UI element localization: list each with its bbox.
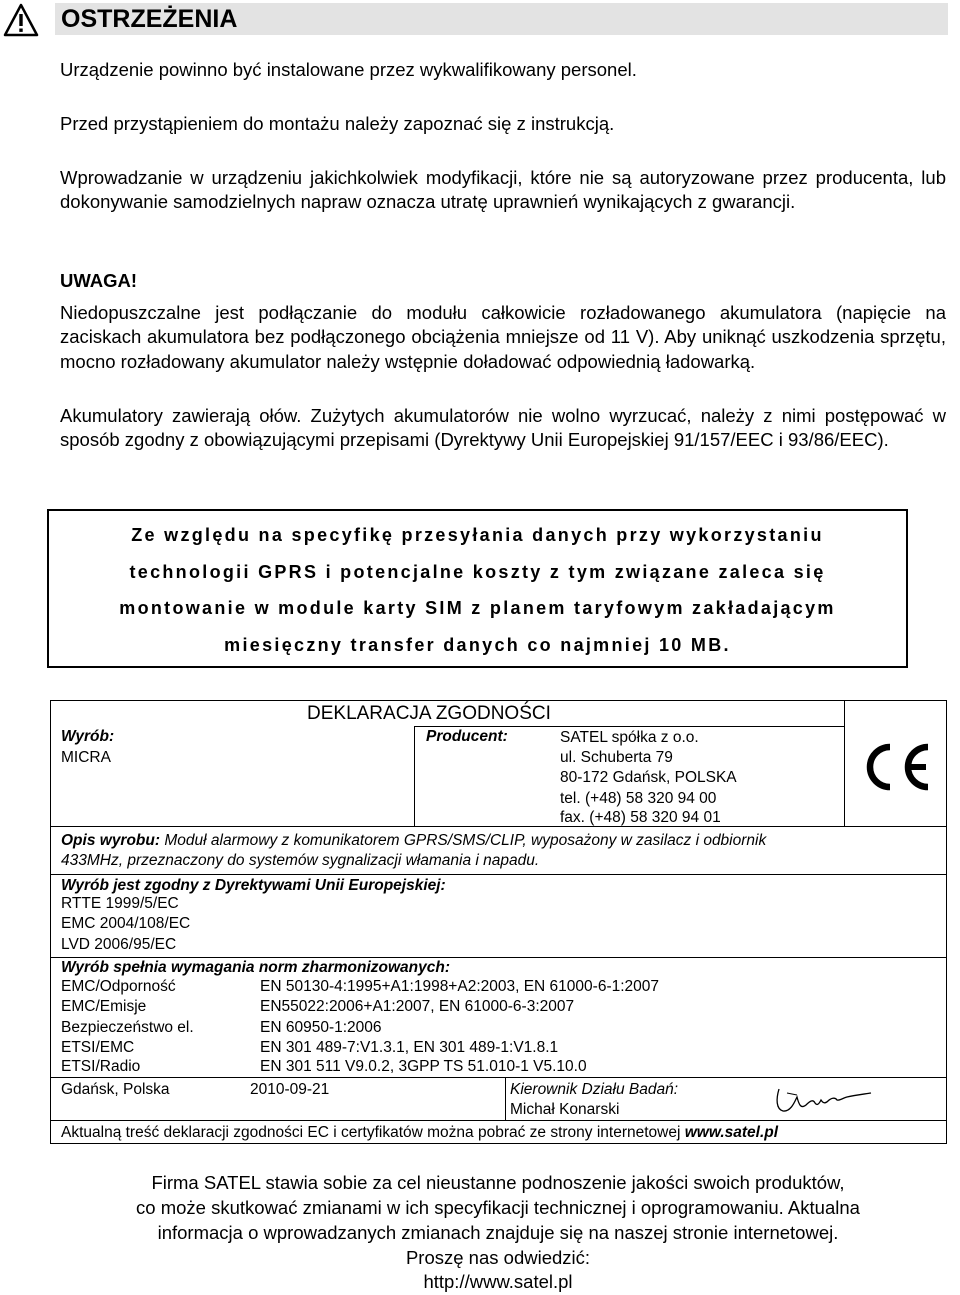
standard-value: EN 50130-4:1995+A1:1998+A2:2003, EN 61000-6-1:2007 bbox=[260, 978, 660, 995]
producer-line: SATEL spółka z o.o. bbox=[560, 729, 699, 746]
producer-label: Producent: bbox=[426, 728, 508, 745]
signer-title: Kierownik Działu Badań: bbox=[510, 1081, 679, 1098]
warning-paragraph-3: Wprowadzanie w urządzeniu jakichkolwiek modyfikacji, które nie są autoryzowane przez producenta, lub dokonywanie samodzielnych napraw oznacza utratę uprawnień wynikających z gwarancji. bbox=[60, 167, 946, 213]
product-label: Wyrób: bbox=[61, 728, 115, 745]
description-text-2: 433MHz, przeznaczony do systemów sygnalizacji włamania i napadu. bbox=[61, 852, 540, 869]
warning-paragraph-5: Akumulatory zawierają ołów. Zużytych akumulatorów nie wolno wyrzucać, należy z nimi postępować w sposób zgodny z obowiązującymi przepisami (Dyrektywy Unii Europejskiej 91/157/EEC i 93/86/EEC). bbox=[60, 405, 946, 451]
warning-triangle-icon bbox=[3, 3, 39, 37]
standard-value: EN 60950-1:2006 bbox=[260, 1019, 382, 1036]
page-title: OSTRZEŻENIA bbox=[61, 5, 238, 33]
signature-icon bbox=[773, 1085, 873, 1117]
signer-name: Michał Konarski bbox=[510, 1101, 620, 1118]
standard-name: Bezpieczeństwo el. bbox=[61, 1019, 194, 1036]
description-text: Moduł alarmowy z komunikatorem GPRS/SMS/CLIP, wyposażony w zasilacz i odbiornik bbox=[164, 832, 767, 849]
standard-value: EN55022:2006+A1:2007, EN 61000-6-3:2007 bbox=[260, 998, 575, 1015]
gprs-notice-box bbox=[47, 509, 908, 668]
footer-website-link[interactable]: http://www.satel.pl bbox=[423, 1271, 573, 1292]
description-label: Opis wyrobu: bbox=[61, 832, 161, 849]
uwaga-heading: UWAGA! bbox=[60, 270, 138, 291]
declaration-title: DEKLARACJA ZGODNOŚCI bbox=[307, 703, 551, 724]
ce-mark-icon bbox=[858, 741, 934, 793]
declaration-of-conformity bbox=[50, 700, 947, 1144]
place: Gdańsk, Polska bbox=[61, 1081, 170, 1098]
footer-line-1: Firma SATEL stawia sobie za cel nieustanne podnoszenie jakości swoich produktów, bbox=[151, 1172, 845, 1193]
footer-line-2: co może skutkować zmianami w ich specyfikacji technicznej i oprogramowaniu. Aktualna bbox=[136, 1197, 860, 1218]
standard-name: ETSI/Radio bbox=[61, 1058, 141, 1075]
directive-item: LVD 2006/95/EC bbox=[61, 936, 177, 953]
footer-line-3: informacja o wprowadzanych zmianach znajduje się na naszej stronie internetowej. bbox=[157, 1222, 839, 1243]
download-text: Aktualną treść deklaracji zgodności EC i certyfikatów można pobrać ze strony internetowej bbox=[61, 1124, 681, 1141]
standard-value: EN 301 489-7:V1.3.1, EN 301 489-1:V1.8.1 bbox=[260, 1039, 559, 1056]
standard-name: ETSI/EMC bbox=[61, 1039, 135, 1056]
standards-heading: Wyrób spełnia wymagania norm zharmonizowanych: bbox=[61, 959, 451, 976]
footer-line-4: Proszę nas odwiedzić: bbox=[405, 1247, 591, 1268]
producer-line: 80-172 Gdańsk, POLSKA bbox=[560, 769, 737, 786]
directive-item: RTTE 1999/5/EC bbox=[61, 895, 179, 912]
notice-line-2: technologii GPRS i potencjalne koszty z tym związane zaleca się bbox=[129, 562, 826, 582]
product-value: MICRA bbox=[61, 749, 111, 766]
date: 2010-09-21 bbox=[250, 1081, 330, 1098]
notice-line-3: montowanie w module karty SIM z planem taryfowym zakładającym bbox=[119, 598, 836, 618]
standard-value: EN 301 511 V9.0.2, 3GPP TS 51.010-1 V5.10.0 bbox=[260, 1058, 587, 1075]
download-link[interactable]: www.satel.pl bbox=[684, 1124, 779, 1141]
directive-item: EMC 2004/108/EC bbox=[61, 915, 191, 932]
directives-heading: Wyrób jest zgodny z Dyrektywami Unii Europejskiej: bbox=[61, 877, 446, 894]
producer-line: tel. (+48) 58 320 94 00 bbox=[560, 790, 717, 807]
notice-line-1: Ze względu na specyfikę przesyłania danych przy wykorzystaniu bbox=[131, 525, 824, 545]
standard-name: EMC/Emisje bbox=[61, 998, 147, 1015]
warning-paragraph-4: Niedopuszczalne jest podłączanie do modułu całkowicie rozładowanego akumulatora (napięcie na zaciskach akumulatora bez podłączonego obciążenia mniejsze od 11 V). Aby uniknąć uszkodzenia sprzętu, mocno rozładowany akumulator należy wstępnie doładować odpowiednią ładowarką. bbox=[60, 302, 946, 372]
producer-line: ul. Schuberta 79 bbox=[560, 749, 673, 766]
standard-name: EMC/Odporność bbox=[61, 978, 176, 995]
warning-paragraph-2: Przed przystąpieniem do montażu należy zapoznać się z instrukcją. bbox=[60, 113, 615, 134]
producer-line: fax. (+48) 58 320 94 01 bbox=[560, 809, 721, 826]
warning-paragraph-1: Urządzenie powinno być instalowane przez wykwalifikowany personel. bbox=[60, 59, 637, 80]
notice-line-4: miesięczny transfer danych co najmniej 10 MB. bbox=[224, 635, 731, 655]
